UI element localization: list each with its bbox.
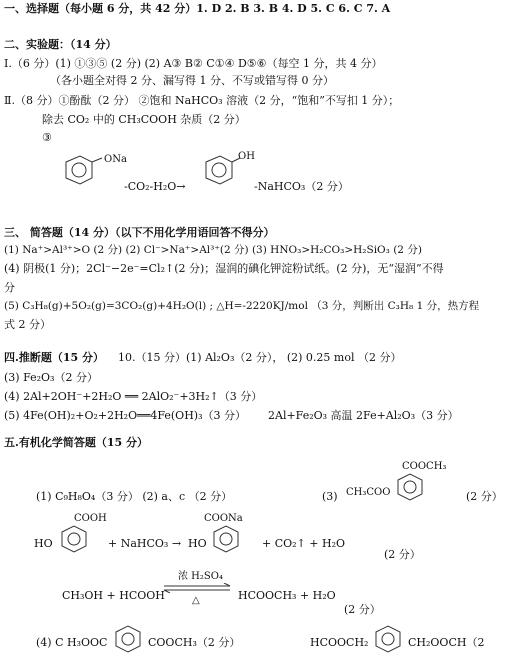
section-2-part-1-note: （各小题全对得 2 分、漏写得 1 分、不写或错写得 0 分）: [50, 74, 334, 87]
section-5-title: 五.有机化学简答题（15 分）: [4, 436, 148, 449]
ch3coo-label: CH₃COO: [346, 487, 391, 498]
section-2-title: 二、实验题：（14 分）: [4, 38, 117, 51]
section-5-q4-b: COOCH₃（2 分）: [148, 636, 241, 649]
reaction-1-products: + CO₂↑ + H₂O: [262, 537, 346, 550]
condition-acid: 浓 H₂SO₄: [178, 571, 223, 582]
section-5-q3-points: (2 分）: [466, 490, 503, 503]
reaction-1-points: (2 分）: [384, 548, 421, 561]
cooch3-label: COOCH₃: [402, 461, 447, 472]
equation-arrow: -CO₂-H₂O→: [124, 180, 186, 193]
section-3-line-2b: 分: [4, 281, 15, 294]
ho-label-2: HO: [188, 537, 207, 550]
section-4-line-2: (3) Fe₂O₃（2 分）: [4, 371, 98, 384]
reaction-2-points: (2 分）: [344, 603, 381, 616]
section-5-q4-d: CH₂OOCH（2: [408, 636, 485, 649]
section-2-part-2-b: 除去 CO₂ 中的 CH₃COOH 杂质（2 分）: [42, 113, 246, 126]
oh-label: OH: [238, 151, 255, 162]
section-1-choice: 一、选择题（每小题 6 分，共 42 分）1. D 2. B 3. B 4. D 5. C 6. C 7. A: [4, 2, 391, 15]
section-3-line-3b: 式 2 分）: [4, 318, 51, 331]
section-5-q4: (4) C H₃OOC: [36, 636, 108, 649]
section-4-line-3: (4) 2Al+2OH⁻+2H₂O ══ 2AlO₂⁻+3H₂↑（3 分）: [4, 390, 263, 403]
section-4-title: 四.推断题（15 分）: [4, 351, 104, 364]
cooh-label: COOH: [74, 513, 107, 524]
section-4-line-1: 10.（15 分）(1) Al₂O₃（2 分）， (2) 0.25 mol （2 分）: [118, 351, 402, 364]
equilibrium-arrow-icon: [162, 583, 234, 593]
reaction-2-reagents: CH₃OH + HCOOH: [62, 589, 165, 602]
section-3-title: 三、 简答题（14 分）（以下不用化学用语回答不得分）: [4, 226, 275, 239]
section-5-q3-number: (3): [322, 490, 338, 503]
section-2-part-2: Ⅱ.（8 分）①酚酞（2 分） ②饱和 NaHCO₃ 溶液（2 分，“饱和”不写扣 1 分）；: [4, 94, 400, 107]
equation-product: -NaHCO₃（2 分）: [254, 180, 349, 193]
section-2-part-1: Ⅰ.（6 分）(1) ①③⑤ (2 分) (2) A③ B② C①④ D⑤⑥（每空 1 分，共 4 分）: [4, 57, 383, 70]
coona-label: COONa: [204, 513, 243, 524]
section-4-line-4b: 2Al+Fe₂O₃ 高温 2Fe+Al₂O₃（3 分）: [268, 409, 459, 422]
reaction-2-products: HCOOCH₃ + H₂O: [238, 589, 336, 602]
reaction-1-reagents: + NaHCO₃ →: [108, 537, 182, 550]
section-5-q4-c: HCOOCH₂: [310, 636, 369, 649]
section-5-q1-q2: (1) C₉H₈O₄（3 分） (2) a、c （2 分）: [36, 490, 233, 503]
section-3-line-2: (4) 阴极(1 分)；2Cl⁻−2e⁻=Cl₂↑(2 分)；湿润的碘化钾淀粉试纸。(2 分)，无“湿润”不得: [4, 262, 444, 275]
benzene-ring-ester-icon: [390, 472, 440, 506]
section-3-line-3: (5) C₃H₈(g)+5O₂(g)=3CO₂(g)+4H₂O(l) ; △H=-2220KJ/mol （3 分，判断出 C₃H₈ 1 分，热方程: [4, 300, 480, 312]
section-3-line-1: (1) Na⁺>Al³⁺>O (2 分) (2) Cl⁻>Na⁺>Al³⁺(2 分) (3) HNO₃>H₂CO₃>H₂SiO₃ (2 分): [4, 244, 422, 256]
ho-label-1: HO: [34, 537, 53, 550]
ona-label: ONa: [104, 154, 127, 165]
condition-heat: △: [192, 595, 200, 606]
benzene-ring-salicylate-icon: [206, 524, 256, 558]
section-2-part-2-c: ③: [42, 131, 52, 144]
benzene-ring-salicylic-icon: [54, 524, 104, 558]
section-4-line-4: (5) 4Fe(OH)₂+O₂+2H₂O══4Fe(OH)₃（3 分）: [4, 409, 246, 422]
